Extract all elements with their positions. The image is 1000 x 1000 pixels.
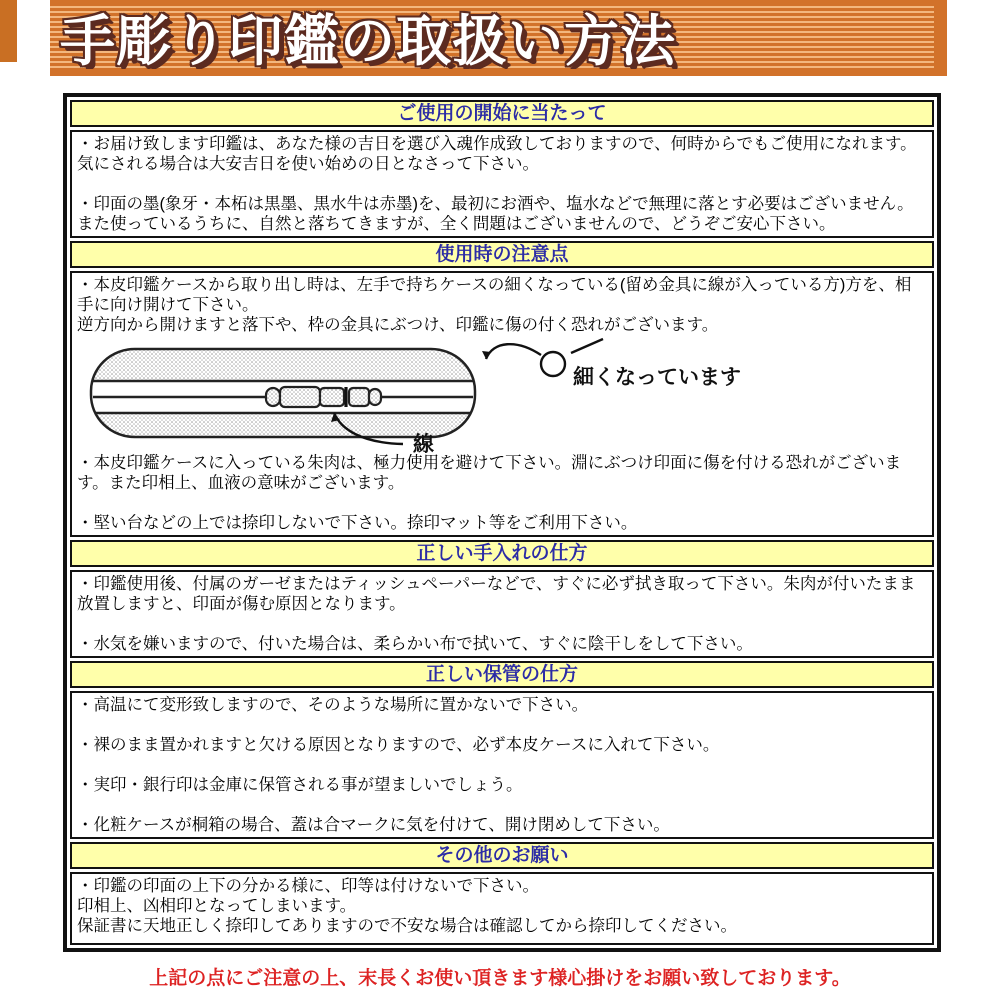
- paragraph: ・化粧ケースが桐箱の場合、蓋は合マークに気を付けて、開け閉めして下さい。: [77, 816, 670, 834]
- paragraph: ・本皮印鑑ケースから取り出し時は、左手で持ちケースの細くなっている(留め金具に線が入っている方)方を、相手に向け開けて下さい。: [77, 276, 912, 314]
- paragraph: ・高温にて変形致しますので、そのような場所に置かないで下さい。: [77, 696, 589, 714]
- section-body-care: [70, 570, 934, 658]
- line-mark-label: 線: [413, 433, 434, 453]
- paragraph: 逆方向から開けますと落下や、枠の金具にぶつけ、印鑑に傷の付く恐れがございます。: [77, 316, 719, 334]
- section-heading-care: 正しい手入れの仕方: [70, 540, 934, 567]
- footer-note: 上記の点にご注意の上、末長くお使い頂きます様心掛けをお願い致しております。: [149, 968, 851, 989]
- section-body-other-requests: [70, 872, 934, 945]
- paragraph: ・印鑑使用後、付属のガーゼまたはティッシュペーパーなどで、すぐに必ず拭き取って下さい。朱肉が付いたまま放置しますと、印面が傷む原因となります。: [77, 575, 916, 613]
- section-heading-usage-caution: 使用時の注意点: [70, 241, 934, 268]
- section-heading-storage: 正しい保管の仕方: [70, 661, 934, 688]
- section-body-usage-start: [70, 130, 934, 238]
- section-heading-usage-start: ご使用の開始に当たって: [70, 100, 934, 127]
- section-body-storage: [70, 691, 934, 839]
- paragraph: ・堅い台などの上では捺印しないで下さい。捺印マット等をご利用下さい。: [77, 514, 638, 532]
- seal-case-illustration: [83, 337, 743, 453]
- paragraph: ・印面の墨(象牙・本柘は黒墨、黒水牛は赤墨)を、最初にお酒や、塩水などで無理に落とす必要はございません。また使っているうちに、自然と落ちてきますが、全く問題はございませんので、どうぞご安心下さい。: [77, 195, 914, 233]
- paragraph: 印相上、凶相印となってしまいます。: [77, 897, 357, 915]
- paragraph: ・裸のまま置かれますと欠ける原因となりますので、必ず本皮ケースに入れて下さい。: [77, 736, 720, 754]
- paragraph: ・本皮印鑑ケースに入っている朱肉は、極力使用を避けて下さい。淵にぶつけ印面に傷を付ける恐れがございます。また印相上、血液の意味がございます。: [77, 454, 902, 492]
- clasp: [266, 387, 381, 407]
- paragraph: ・水気を嫌いますので、付いた場合は、柔らかい布で拭いて、すぐに陰干しをして下さい。: [77, 635, 753, 653]
- page-title: 手彫り印鑑の取扱い方法: [60, 9, 677, 72]
- section-heading-other-requests: その他のお願い: [70, 842, 934, 869]
- page-left-accent-bar: [0, 0, 17, 62]
- paragraph: ・実印・銀行印は金庫に保管される事が望ましいでしょう。: [77, 776, 523, 794]
- paragraph: ・印鑑の印面の上下の分かる様に、印等は付けないで下さい。: [77, 877, 539, 895]
- instruction-document: [63, 93, 941, 952]
- paragraph: ・お届け致します印鑑は、あなた様の吉日を選び入魂作成致しておりますので、何時からでもご使用になれます。気にされる場合は大安吉日を使い始めの日となさって下さい。: [77, 135, 917, 173]
- thin-end-label: 細くなっています: [573, 366, 741, 389]
- title-banner: [50, 0, 947, 76]
- seal-case-diagram: [83, 337, 927, 453]
- section-body-usage-caution: [70, 271, 934, 537]
- paragraph: 保証書に天地正しく捺印してありますので不安な場合は確認してから捺印してください。: [77, 917, 737, 935]
